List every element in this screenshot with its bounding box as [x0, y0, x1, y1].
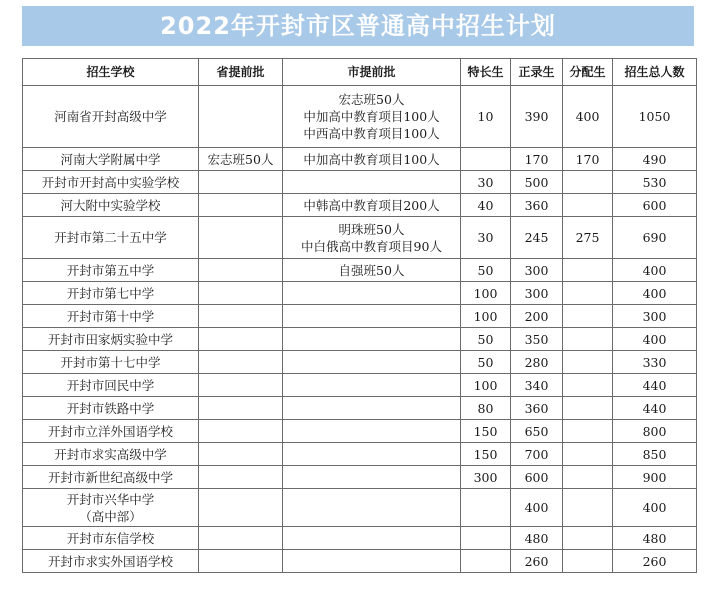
cell-city-early — [283, 351, 461, 374]
cell-talent — [461, 550, 511, 573]
cell-province-early — [199, 217, 283, 259]
header-regular: 正录生 — [511, 59, 563, 86]
cell-talent: 40 — [461, 194, 511, 217]
cell-province-early — [199, 374, 283, 397]
city-early-line: 中白俄高中教育项目90人 — [301, 238, 442, 254]
cell-province-early — [199, 282, 283, 305]
cell-regular: 360 — [511, 194, 563, 217]
cell-talent: 150 — [461, 443, 511, 466]
table-row — [23, 259, 697, 282]
city-early-line: 中西高中教育项目100人 — [303, 126, 440, 141]
cell-total: 480 — [613, 527, 697, 550]
cell-regular: 480 — [511, 527, 563, 550]
cell-school: 开封市铁路中学 — [23, 397, 199, 420]
table-row — [23, 148, 697, 171]
cell-talent: 150 — [461, 420, 511, 443]
city-early-line: 中加高中教育项目100人 — [303, 109, 440, 124]
table-row — [23, 466, 697, 489]
cell-talent — [461, 148, 511, 171]
cell-city-early — [283, 282, 461, 305]
table-row — [23, 171, 697, 194]
cell-school: 开封市第七中学 — [23, 282, 199, 305]
cell-total: 850 — [613, 443, 697, 466]
table-row — [23, 527, 697, 550]
cell-regular: 390 — [511, 86, 563, 148]
cell-allocated: 400 — [563, 86, 613, 148]
cell-school: 开封市求实外国语学校 — [23, 550, 199, 573]
cell-regular: 260 — [511, 550, 563, 573]
cell-school: 河南省开封高级中学 — [23, 86, 199, 148]
cell-allocated — [563, 550, 613, 573]
header-city-early: 市提前批 — [283, 59, 461, 86]
table-row — [23, 305, 697, 328]
cell-regular: 700 — [511, 443, 563, 466]
table-row — [23, 328, 697, 351]
cell-regular: 200 — [511, 305, 563, 328]
cell-total: 600 — [613, 194, 697, 217]
cell-talent: 100 — [461, 282, 511, 305]
cell-allocated — [563, 397, 613, 420]
cell-total: 440 — [613, 374, 697, 397]
cell-total: 300 — [613, 305, 697, 328]
cell-allocated — [563, 194, 613, 217]
cell-province-early — [199, 550, 283, 573]
cell-province-early — [199, 351, 283, 374]
table-row — [23, 550, 697, 573]
cell-school: 开封市开封高中实验学校 — [23, 171, 199, 194]
cell-talent: 50 — [461, 328, 511, 351]
cell-total: 900 — [613, 466, 697, 489]
cell-city-early — [283, 397, 461, 420]
cell-total: 690 — [613, 217, 697, 259]
cell-city-early — [283, 374, 461, 397]
cell-total: 440 — [613, 397, 697, 420]
cell-city-early — [283, 527, 461, 550]
cell-regular: 360 — [511, 397, 563, 420]
cell-total: 400 — [613, 489, 697, 527]
page-title: 2022年开封市区普通高中招生计划 — [22, 6, 694, 46]
cell-school: 开封市求实高级中学 — [23, 443, 199, 466]
cell-allocated: 170 — [563, 148, 613, 171]
school-name-line: （高中部） — [79, 508, 142, 524]
cell-province-early — [199, 86, 283, 148]
cell-allocated: 275 — [563, 217, 613, 259]
city-early-line: 宏志班50人 — [338, 92, 405, 107]
cell-regular: 300 — [511, 259, 563, 282]
cell-allocated — [563, 443, 613, 466]
cell-talent: 50 — [461, 259, 511, 282]
cell-regular: 400 — [511, 489, 563, 527]
enrollment-table — [22, 58, 697, 573]
cell-total: 400 — [613, 259, 697, 282]
cell-regular: 245 — [511, 217, 563, 259]
header-school: 招生学校 — [23, 59, 199, 86]
table-row — [23, 443, 697, 466]
cell-total: 1050 — [613, 86, 697, 148]
cell-talent — [461, 489, 511, 527]
cell-regular: 300 — [511, 282, 563, 305]
cell-allocated — [563, 351, 613, 374]
school-name-line: 开封市兴华中学 — [66, 491, 155, 507]
cell-total: 490 — [613, 148, 697, 171]
cell-school — [23, 489, 199, 527]
cell-city-early — [283, 148, 461, 171]
cell-city-early — [283, 466, 461, 489]
cell-talent: 50 — [461, 351, 511, 374]
cell-province-early: 宏志班50人 — [199, 148, 283, 171]
cell-city-early — [283, 489, 461, 527]
cell-school: 开封市回民中学 — [23, 374, 199, 397]
cell-total: 800 — [613, 420, 697, 443]
cell-school: 开封市立洋外国语学校 — [23, 420, 199, 443]
cell-allocated — [563, 328, 613, 351]
cell-regular: 170 — [511, 148, 563, 171]
cell-talent: 30 — [461, 171, 511, 194]
header-total: 招生总人数 — [613, 59, 697, 86]
cell-talent: 300 — [461, 466, 511, 489]
city-early-line: 中韩高中教育项目200人 — [303, 197, 440, 213]
header-talent: 特长生 — [461, 59, 511, 86]
cell-regular: 650 — [511, 420, 563, 443]
cell-province-early — [199, 527, 283, 550]
city-early-line: 明珠班50人 — [338, 221, 405, 237]
cell-allocated — [563, 527, 613, 550]
cell-talent: 100 — [461, 305, 511, 328]
cell-province-early — [199, 259, 283, 282]
cell-school: 开封市第二十五中学 — [23, 217, 199, 259]
cell-regular: 350 — [511, 328, 563, 351]
cell-city-early — [283, 443, 461, 466]
cell-school: 河大附中实验学校 — [23, 194, 199, 217]
cell-province-early — [199, 328, 283, 351]
cell-school: 开封市第十七中学 — [23, 351, 199, 374]
city-early-line: 自强班50人 — [338, 262, 405, 278]
cell-city-early — [283, 171, 461, 194]
cell-total: 400 — [613, 282, 697, 305]
cell-regular: 340 — [511, 374, 563, 397]
header-province-early: 省提前批 — [199, 59, 283, 86]
table-row — [23, 351, 697, 374]
cell-school: 开封市第十中学 — [23, 305, 199, 328]
cell-regular: 280 — [511, 351, 563, 374]
header-allocated: 分配生 — [563, 59, 613, 86]
cell-total: 400 — [613, 328, 697, 351]
cell-regular: 500 — [511, 171, 563, 194]
cell-allocated — [563, 466, 613, 489]
cell-talent — [461, 527, 511, 550]
cell-allocated — [563, 282, 613, 305]
table-row — [23, 374, 697, 397]
cell-allocated — [563, 489, 613, 527]
table-row — [23, 489, 697, 527]
cell-school: 开封市新世纪高级中学 — [23, 466, 199, 489]
table-row — [23, 420, 697, 443]
cell-talent: 30 — [461, 217, 511, 259]
cell-total: 330 — [613, 351, 697, 374]
cell-allocated — [563, 420, 613, 443]
cell-province-early — [199, 489, 283, 527]
cell-talent: 100 — [461, 374, 511, 397]
cell-school: 开封市田家炳实验中学 — [23, 328, 199, 351]
cell-allocated — [563, 171, 613, 194]
cell-province-early — [199, 466, 283, 489]
cell-city-early — [283, 305, 461, 328]
cell-talent: 80 — [461, 397, 511, 420]
cell-province-early — [199, 420, 283, 443]
cell-province-early — [199, 194, 283, 217]
cell-school: 开封市第五中学 — [23, 259, 199, 282]
table-row — [23, 397, 697, 420]
cell-province-early — [199, 397, 283, 420]
cell-talent: 10 — [461, 86, 511, 148]
table-row — [23, 217, 697, 259]
cell-school: 开封市东信学校 — [23, 527, 199, 550]
cell-city-early — [283, 86, 461, 148]
cell-city-early — [283, 550, 461, 573]
cell-total: 530 — [613, 171, 697, 194]
table-row — [23, 86, 697, 148]
cell-allocated — [563, 305, 613, 328]
cell-city-early — [283, 217, 461, 259]
cell-regular: 600 — [511, 466, 563, 489]
cell-allocated — [563, 259, 613, 282]
cell-total: 260 — [613, 550, 697, 573]
cell-allocated — [563, 374, 613, 397]
cell-city-early — [283, 420, 461, 443]
table-header-row — [23, 59, 697, 86]
cell-city-early — [283, 194, 461, 217]
cell-school: 河南大学附属中学 — [23, 148, 199, 171]
cell-province-early — [199, 171, 283, 194]
cell-city-early — [283, 259, 461, 282]
city-early-line: 中加高中教育项目100人 — [303, 151, 440, 167]
table-row — [23, 194, 697, 217]
cell-city-early — [283, 328, 461, 351]
cell-province-early — [199, 443, 283, 466]
table-row — [23, 282, 697, 305]
cell-province-early — [199, 305, 283, 328]
